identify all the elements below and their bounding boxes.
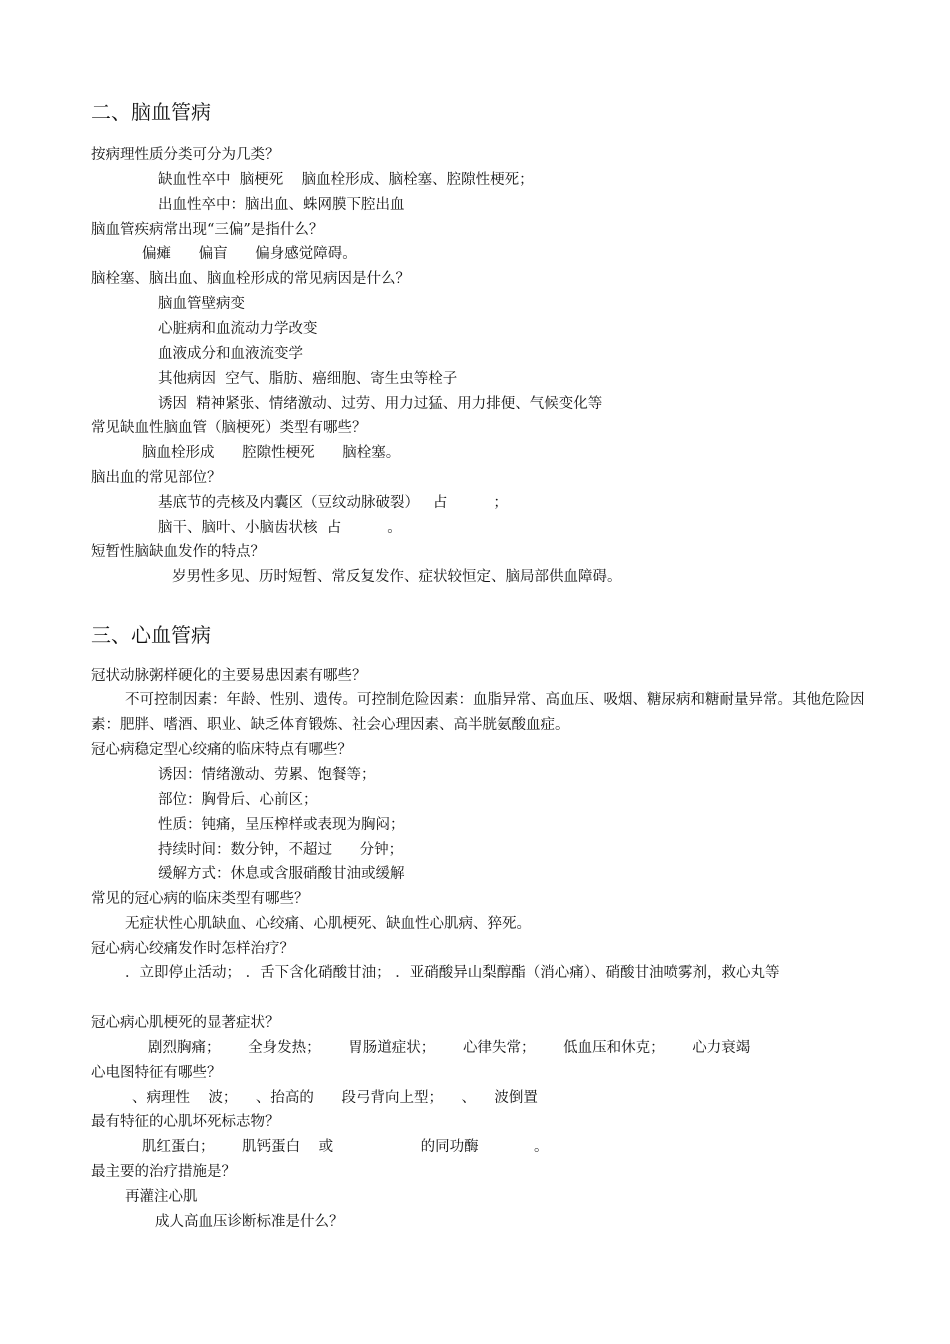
answer-line: 持续时间：数分钟，不超过 分钟； (158, 842, 404, 858)
answer-paragraph: 不可控制因素：年龄、性别、遗传。可控制危险因素：血脂异常、高血压、吸烟、糖尿病和糖耐量异常。其他危险因素：肥胖、嗜酒、职业、缺乏体育锻炼、社会心理因素、高半胱氨酸血症。 (91, 692, 865, 733)
question-line: 脑栓塞、脑出血、脑血栓形成的常见病因是什么？ (91, 271, 410, 287)
question-line: 冠心病稳定型心绞痛的临床特点有哪些？ (91, 742, 352, 758)
question-line: 冠心病心绞痛发作时怎样治疗？ (91, 941, 294, 957)
question-line: 短暂性脑缺血发作的特点？ (91, 544, 265, 560)
answer-line: 缓解方式：休息或含服硝酸甘油或缓解 (158, 866, 405, 882)
question-line: 心电图特征有哪些？ (91, 1065, 222, 1081)
answer-line: 诱因 精神紧张、情绪激动、过劳、用力过猛、用力排便、气候变化等 (158, 396, 603, 412)
answer-line: 肌红蛋白； 肌钙蛋白 或 的同功酶 。 (142, 1139, 549, 1155)
answer-line: 脑干、脑叶、小脑齿状核 占 。 (158, 520, 402, 536)
question-line: 成人高血压诊断标准是什么？ (155, 1214, 344, 1230)
answer-line: 性质：钝痛，呈压榨样或表现为胸闷； (158, 817, 405, 833)
question-line: 最主要的治疗措施是？ (91, 1164, 236, 1180)
answer-line: 出血性卒中：脑出血、蛛网膜下腔出血 (158, 197, 405, 213)
question-line: 脑血管疾病常出现“三偏”是指什么？ (91, 222, 324, 238)
answer-line: 脑血栓形成 腔隙性梗死 脑栓塞。 (142, 445, 401, 461)
answer-line: 其他病因 空气、脂肪、癌细胞、寄生虫等栓子 (158, 371, 458, 387)
question-line: 脑出血的常见部位？ (91, 470, 222, 486)
section-heading-cardiovascular: 三、心血管病 (91, 623, 211, 647)
answer-line: 、病理性 波； 、抬高的 段弓背向上型； 、 波倒置 (132, 1090, 538, 1106)
answer-line: 基底节的壳核及内囊区（豆纹动脉破裂） 占 ； (158, 495, 508, 511)
answer-line: 脑血管壁病变 (158, 296, 245, 312)
answer-line: 血液成分和血液流变学 (158, 346, 303, 362)
answer-line: 部位：胸骨后、心前区； (158, 792, 318, 808)
answer-line: 心脏病和血流动力学改变 (158, 321, 318, 337)
answer-line: 缺血性卒中 脑梗死 脑血栓形成、脑栓塞、腔隙性梗死； (158, 172, 534, 188)
section-heading-cerebrovascular: 二、脑血管病 (91, 100, 211, 124)
answer-line: 无症状性心肌缺血、心绞痛、心肌梗死、缺血性心肌病、猝死。 (125, 916, 531, 932)
answer-line: 岁男性多见、历时短暂、常反复发作、症状较恒定、脑局部供血障碍。 (172, 569, 622, 585)
answer-line: 诱因：情绪激动、劳累、饱餐等； (158, 767, 376, 783)
question-line: 冠心病心肌梗死的显著症状？ (91, 1015, 280, 1031)
answer-line: 再灌注心肌 (125, 1189, 198, 1205)
question-line: 最有特征的心肌坏死标志物？ (91, 1114, 280, 1130)
question-line: 常见缺血性脑血管（脑梗死）类型有哪些？ (91, 420, 367, 436)
answer-paragraph: ．立即停止活动； ．舌下含化硝酸甘油； ．亚硝酸异山梨醇酯（消心痛）、硝酸甘油喷雾剂，救心丸等 (125, 965, 780, 981)
answer-line: 偏瘫 偏盲 偏身感觉障碍。 (142, 246, 357, 262)
question-line: 常见的冠心病的临床类型有哪些？ (91, 891, 309, 907)
question-line: 按病理性质分类可分为几类？ (91, 147, 280, 163)
question-line: 冠状动脉粥样硬化的主要易患因素有哪些？ (91, 668, 367, 684)
answer-line: 剧烈胸痛； 全身发热； 胃肠道症状； 心律失常； 低血压和休克； 心力衰竭 (148, 1040, 751, 1056)
